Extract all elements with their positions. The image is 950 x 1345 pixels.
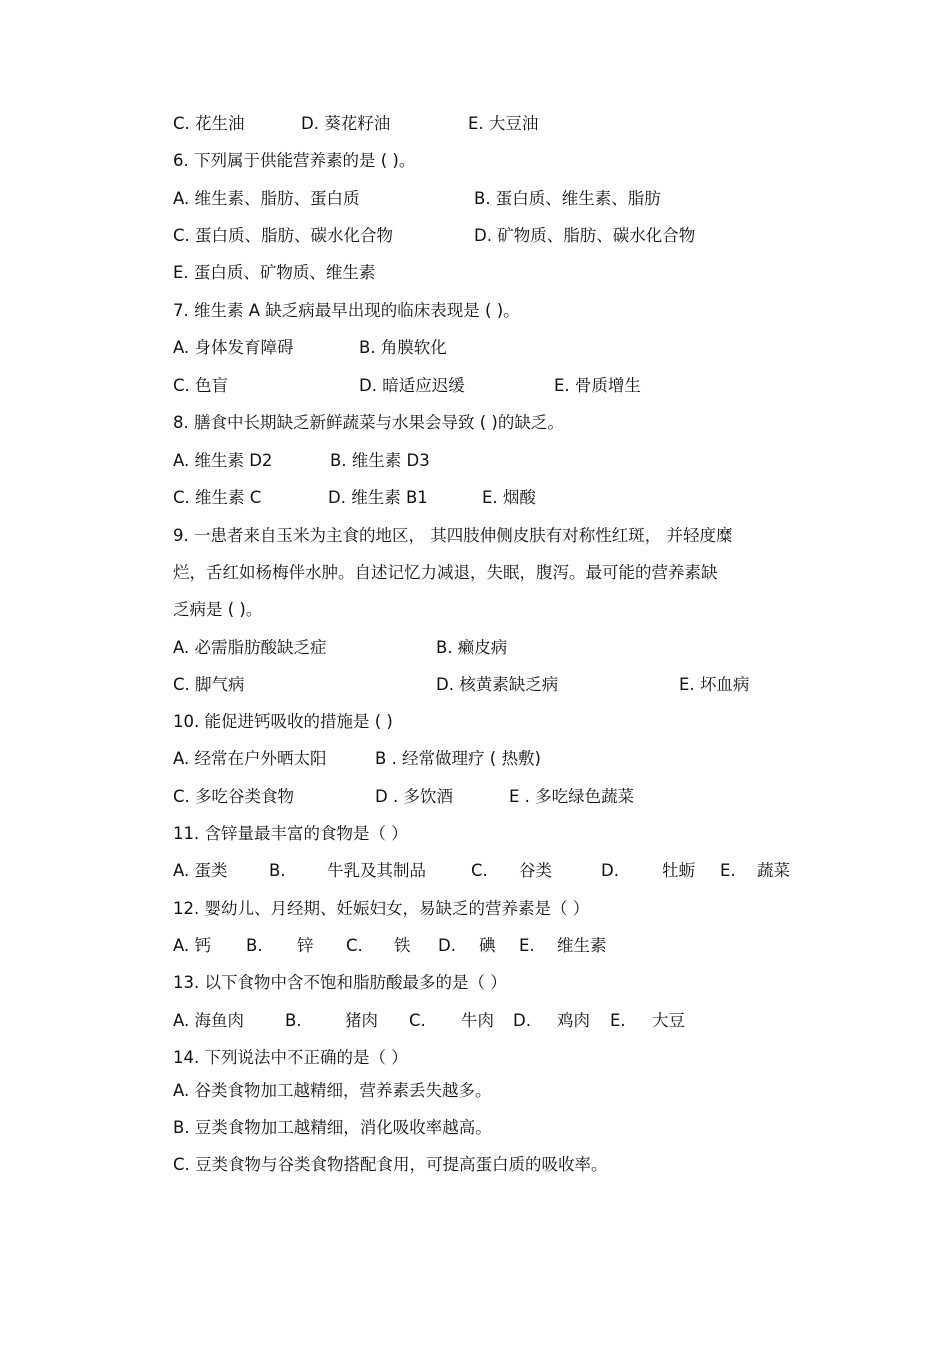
text-segment: C. 色盲 xyxy=(173,376,229,395)
text-segment: A. 经常在户外晒太阳 xyxy=(173,749,327,768)
text-segment: A. 维生素、脂肪、蛋白质 xyxy=(173,189,360,208)
text-segment: 7. 维生素 A 缺乏病最早出现的临床表现是 ( )。 xyxy=(173,301,520,320)
text-segment: 蔬菜 xyxy=(757,861,790,880)
text-segment: C. 维生素 C xyxy=(173,488,262,507)
text-segment: D . 多饮酒 xyxy=(375,787,453,806)
text-segment: B . 经常做理疗 ( 热敷) xyxy=(375,749,541,768)
text-segment: 11. 含锌量最丰富的食物是（ ） xyxy=(173,824,408,843)
text-segment: C. 豆类食物与谷类食物搭配食用，可提高蛋白质的吸收率。 xyxy=(173,1155,608,1174)
text-segment: D. xyxy=(513,1011,531,1030)
text-segment: D. 暗适应迟缓 xyxy=(359,376,465,395)
text-segment: A. 身体发育障碍 xyxy=(173,338,294,357)
text-segment: 10. 能促进钙吸收的措施是 ( ) xyxy=(173,712,393,731)
text-segment: E. 烟酸 xyxy=(482,488,536,507)
text-segment: 13. 以下食物中含不饱和脂肪酸最多的是（ ） xyxy=(173,973,507,992)
text-segment: E. 坏血病 xyxy=(679,675,750,694)
text-segment: 大豆 xyxy=(652,1011,685,1030)
text-segment: D. 维生素 B1 xyxy=(328,488,428,507)
text-segment: 牛乳及其制品 xyxy=(327,861,426,880)
text-segment: A. 必需脂肪酸缺乏症 xyxy=(173,638,327,657)
text-segment: 烂，舌红如杨梅伴水肿。自述记忆力减退，失眠，腹泻。最可能的营养素缺 xyxy=(173,563,718,582)
text-segment: D. 矿物质、脂肪、碳水化合物 xyxy=(474,226,696,245)
text-segment: B. 角膜软化 xyxy=(359,338,447,357)
text-segment: E. xyxy=(720,861,736,880)
text-segment: B. xyxy=(269,861,286,880)
text-segment: A. 海鱼肉 xyxy=(173,1011,244,1030)
text-segment: E. xyxy=(519,936,535,955)
text-segment: E. 骨质增生 xyxy=(554,376,641,395)
text-segment: D. 核黄素缺乏病 xyxy=(436,675,559,694)
text-segment: B. 癞皮病 xyxy=(436,638,508,657)
text-segment: D. xyxy=(438,936,456,955)
text-segment: 谷类 xyxy=(519,861,552,880)
text-segment: 锌 xyxy=(297,936,314,955)
text-segment: C. xyxy=(409,1011,426,1030)
text-segment: 12. 婴幼儿、月经期、妊娠妇女，易缺乏的营养素是（ ） xyxy=(173,899,590,918)
text-segment: D. 葵花籽油 xyxy=(301,114,391,133)
text-segment: C. 多吃谷类食物 xyxy=(173,787,295,806)
text-segment: 乏病是 ( )。 xyxy=(173,600,263,619)
text-segment: 猪肉 xyxy=(345,1011,378,1030)
text-segment: 牛肉 xyxy=(461,1011,494,1030)
text-segment: C. 蛋白质、脂肪、碳水化合物 xyxy=(173,226,394,245)
text-segment: 6. 下列属于供能营养素的是 ( )。 xyxy=(173,151,416,170)
text-segment: E. xyxy=(610,1011,626,1030)
text-segment: C. 花生油 xyxy=(173,114,245,133)
text-segment: 8. 膳食中长期缺乏新鲜蔬菜与水果会导致 ( )的缺乏。 xyxy=(173,413,564,432)
text-segment: B. 豆类食物加工越精细，消化吸收率越高。 xyxy=(173,1118,492,1137)
text-segment: 碘 xyxy=(479,936,496,955)
text-segment: E. 大豆油 xyxy=(468,114,539,133)
text-segment: 鸡肉 xyxy=(557,1011,590,1030)
text-segment: 铁 xyxy=(394,936,411,955)
text-segment: E. 蛋白质、矿物质、维生素 xyxy=(173,263,376,282)
text-segment: 牡蛎 xyxy=(662,861,695,880)
text-segment: 9. 一患者来自玉米为主食的地区， 其四肢伸侧皮肤有对称性红斑， 并轻度糜 xyxy=(173,526,733,545)
text-segment: A. 谷类食物加工越精细，营养素丢失越多。 xyxy=(173,1081,492,1100)
text-segment: B. 蛋白质、维生素、脂肪 xyxy=(474,189,661,208)
text-segment: D. xyxy=(601,861,619,880)
text-segment: C. 脚气病 xyxy=(173,675,245,694)
text-segment: A. 维生素 D2 xyxy=(173,451,273,470)
text-segment: B. xyxy=(285,1011,302,1030)
text-segment: B. 维生素 D3 xyxy=(330,451,430,470)
text-segment: C. xyxy=(471,861,488,880)
text-segment: A. 钙 xyxy=(173,936,211,955)
text-segment: 14. 下列说法中不正确的是（ ） xyxy=(173,1048,408,1067)
text-segment: E . 多吃绿色蔬菜 xyxy=(509,787,635,806)
text-segment: 维生素 xyxy=(557,936,607,955)
text-segment: B. xyxy=(246,936,263,955)
text-segment: C. xyxy=(346,936,363,955)
text-segment: A. 蛋类 xyxy=(173,861,228,880)
